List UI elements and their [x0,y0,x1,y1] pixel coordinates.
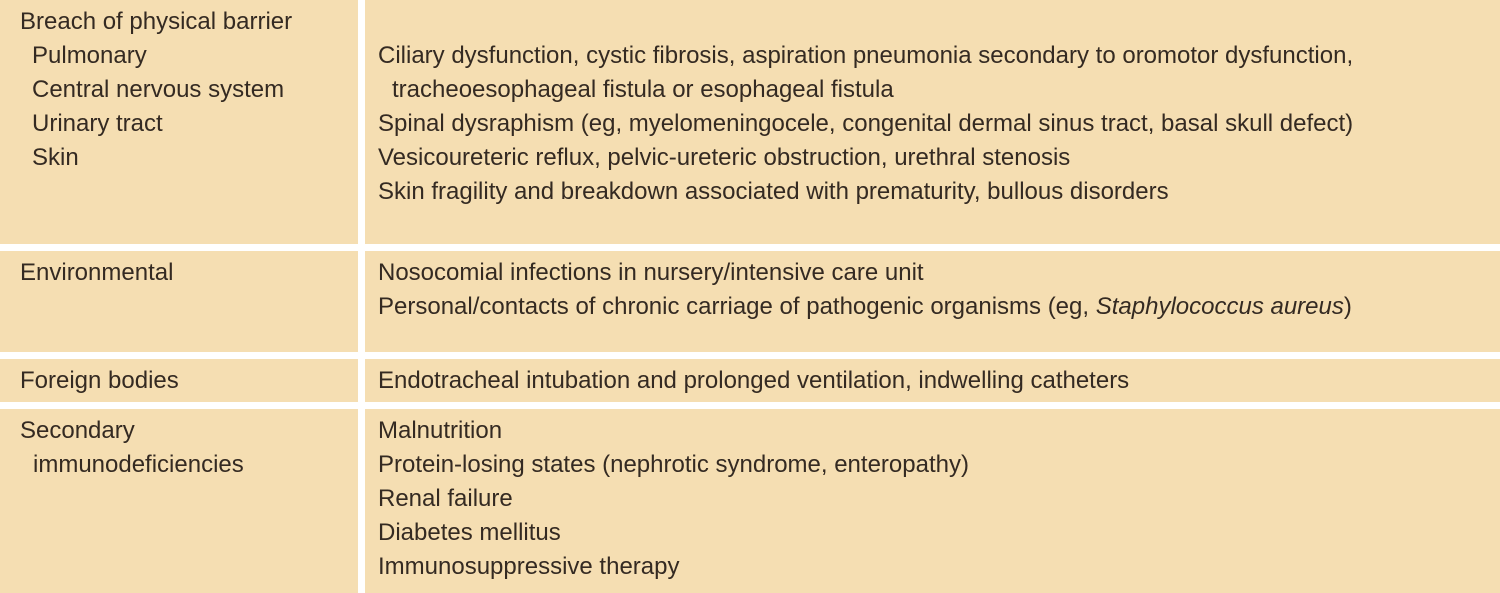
category-cell [0,359,358,402]
table-row [0,251,1500,352]
detail-entry [378,364,1460,398]
table-row [0,359,1500,402]
category-header: Environmental [20,259,174,286]
detail-entry [378,141,1460,175]
detail-entry [378,414,1460,448]
table-row [0,0,1500,244]
details-cell [365,359,1500,402]
detail-entry [378,448,1460,482]
detail-text: ) [1343,293,1352,320]
detail-text: Renal failure [378,485,513,512]
category-sub-item: Pulmonary [32,42,147,69]
detail-entry [378,39,1460,107]
category-sub-item: Urinary tract [32,110,163,137]
category-sub-item: Skin [32,144,79,171]
detail-text: Protein-losing states (nephrotic syndrome, enteropathy) [378,451,969,478]
category-header: Secondary immunodeficiencies [20,417,244,478]
detail-text-italic: Staphylococcus aureus [1095,293,1344,320]
category-sub-item: Central nervous system [32,76,285,103]
detail-entry [378,256,1460,290]
detail-text: Skin fragility and breakdown associated with prematurity, bullous disorders [378,178,1169,205]
category-cell [0,409,358,593]
detail-entry [378,516,1460,550]
detail-text: Nosocomial infections in nursery/intensive care unit [378,259,924,286]
detail-text: Malnutrition [378,417,503,444]
category-cell [0,251,358,352]
details-cell [365,251,1500,352]
detail-text: Endotracheal intubation and prolonged ventilation, indwelling catheters [378,367,1130,394]
detail-text: Vesicoureteric reflux, pelvic-ureteric obstruction, urethral stenosis [378,144,1071,171]
detail-text: Spinal dysraphism (eg, myelomeningocele, congenital dermal sinus tract, basal skull defect) [378,110,1354,137]
detail-text: Personal/contacts of chronic carriage of pathogenic organisms (eg, [378,293,1096,320]
detail-text: Immunosuppressive therapy [378,553,680,580]
detail-entry [378,550,1460,584]
category-header: Breach of physical barrier [20,8,293,35]
detail-entry [378,107,1460,141]
details-cell [365,409,1500,593]
table-row [0,409,1500,593]
category-header: Foreign bodies [20,367,179,394]
detail-text: Diabetes mellitus [378,519,561,546]
detail-entry [378,175,1460,209]
details-cell [365,0,1500,244]
detail-entry [378,290,1460,324]
detail-text: Ciliary dysfunction, cystic fibrosis, aspiration pneumonia secondary to oromotor dysfunction, tracheoesophageal fistula or esophageal fistula [378,42,1354,103]
detail-entry [378,482,1460,516]
category-cell [0,0,358,244]
